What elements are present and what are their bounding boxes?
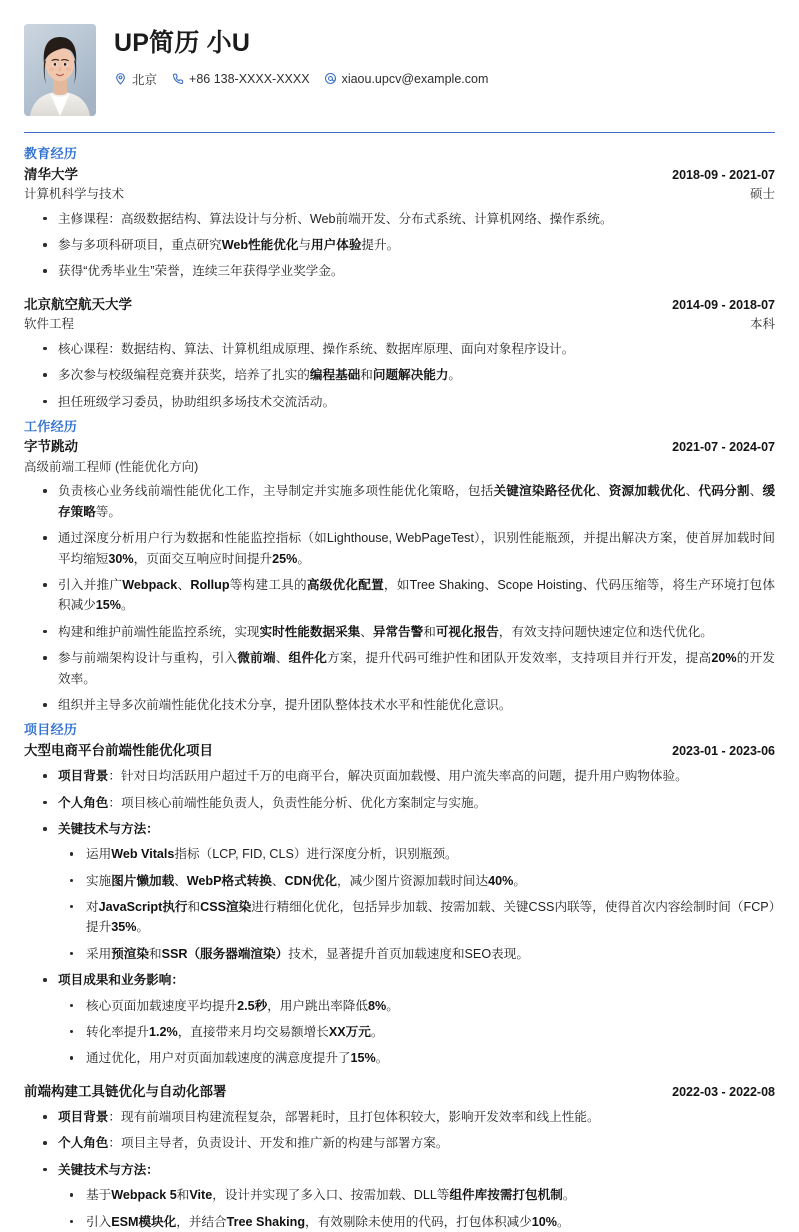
entry-date-range: 2014-09 - 2018-07	[672, 297, 775, 312]
entry-date-range: 2022-03 - 2022-08	[672, 1084, 775, 1099]
section-title-projects: 项目经历	[24, 722, 78, 738]
bullet-item	[24, 339, 775, 359]
contact-email	[324, 72, 489, 86]
entry	[24, 1082, 775, 1232]
bullet-text: 关键技术与方法：	[58, 1162, 159, 1177]
page-title: UP简历 小U	[114, 29, 251, 57]
bullet-list	[24, 209, 775, 282]
entry-subheader-row	[24, 315, 775, 334]
entry-subheader-row	[24, 185, 775, 204]
bullet-text: 核心课程：数据结构、算法、计算机组成原理、操作系统、数据库原理、面向对象程序设计。	[58, 341, 575, 356]
entry-meta: 硕士	[749, 186, 775, 201]
entry-header-row	[24, 295, 775, 315]
entry	[24, 295, 775, 412]
bullet-list	[24, 766, 775, 1069]
bullet-item	[24, 392, 775, 412]
entry-role: 计算机科学与技术	[24, 186, 125, 201]
avatar	[24, 24, 96, 116]
resume-header	[24, 24, 775, 130]
contact-email-label: xiaou.upcv@example.com	[341, 71, 489, 86]
email-at-icon	[324, 72, 337, 85]
bullet-text: 项目成果和业务影响：	[58, 973, 184, 988]
sub-bullet-item	[58, 1022, 775, 1042]
contact-phone	[171, 72, 310, 86]
bullet-text: 构建和维护前端性能监控系统，实现实时性能数据采集、异常告警和可视化报告，有效支持问题快速定位和迭代优化。	[58, 624, 713, 639]
sub-bullet-list	[58, 1185, 775, 1232]
bullet-text: 获得“优秀毕业生”荣誉，连续三年获得学业奖学金。	[58, 264, 344, 279]
contact-location	[114, 70, 157, 88]
entry-organization: 前端构建工具链优化与自动化部署	[24, 1083, 227, 1099]
bullet-text: 参与前端架构设计与重构，引入微前端、组件化方案，提升代码可维护性和团队开发效率，支持项目并行开发，提高20%的开发效率。	[58, 651, 776, 686]
contact-phone-label: +86 138-XXXX-XXXX	[189, 71, 310, 86]
bullet-text: 通过深度分析用户行为数据和性能监控指标（如Lighthouse, WebPageTest），识别性能瓶颈，并提出解决方案，使首屏加载时间平均缩短30%，页面交互响应时间提升25%。	[58, 531, 775, 566]
entry-date-range: 2023-01 - 2023-06	[672, 743, 775, 758]
entry-header-row	[24, 165, 775, 185]
entry-date-range: 2021-07 - 2024-07	[672, 440, 775, 455]
sub-bullet-item	[58, 871, 775, 891]
contact-location-label: 北京	[132, 72, 158, 87]
entry	[24, 437, 775, 715]
phone-icon	[171, 72, 184, 85]
bullet-text: 引入并推广Webpack、Rollup等构建工具的高级优化配置，如Tree Shaking、Scope Hoisting、代码压缩等，将生产环境打包体积减少15%。	[58, 578, 775, 613]
entry-header-row	[24, 1082, 775, 1102]
sub-bullet-text: 采用预渲染和SSR（服务器端渲染）技术，显著提升首页加载速度和SEO表现。	[86, 946, 529, 961]
bullet-text: 项目背景：现有前端项目构建流程复杂，部署耗时，且打包体积较大，影响开发效率和线上性能。	[58, 1110, 600, 1125]
entry	[24, 165, 775, 282]
sub-bullet-text: 运用Web Vitals指标（LCP, FID, CLS）进行深度分析，识别瓶颈。	[86, 847, 458, 862]
resume-sections	[24, 145, 775, 1232]
bullet-item	[24, 528, 775, 569]
sub-bullet-list	[58, 996, 775, 1069]
bullet-text: 关键技术与方法：	[58, 821, 159, 836]
bullet-item	[24, 1107, 775, 1127]
bullet-item	[24, 970, 775, 1069]
bullet-item	[24, 481, 775, 522]
sub-bullet-item	[58, 1212, 775, 1232]
bullet-item	[24, 766, 775, 786]
sub-bullet-text: 基于Webpack 5和Vite，设计并实现了多入口、按需加载、DLL等组件库按需打包机制。	[86, 1188, 576, 1203]
entry-subheader-row	[24, 458, 775, 477]
sub-bullet-item	[58, 844, 775, 864]
section-title-education: 教育经历	[24, 146, 78, 161]
section-education	[24, 145, 775, 412]
sub-bullet-item	[58, 897, 775, 938]
entry-role: 高级前端工程师 (性能优化方向)	[24, 459, 199, 474]
bullet-text: 主修课程：高级数据结构、算法设计与分析、Web前端开发、分布式系统、计算机网络、操作系统。	[58, 211, 613, 226]
bullet-list	[24, 1107, 775, 1232]
bullet-text: 参与多项科研项目，重点研究Web性能优化与用户体验提升。	[58, 237, 400, 252]
contact-list	[114, 70, 488, 88]
bullet-item	[24, 209, 775, 229]
bullet-item	[24, 365, 775, 385]
header-divider	[24, 132, 775, 133]
sub-bullet-text: 通过优化，用户对页面加载速度的满意度提升了15%。	[86, 1051, 389, 1066]
bullet-text: 项目背景：针对日均活跃用户超过千万的电商平台，解决页面加载慢、用户流失率高的问题，提升用户购物体验。	[58, 769, 688, 784]
sub-bullet-text: 对JavaScript执行和CSS渲染进行精细化优化，包括异步加载、按需加载、关键CSS内联等，使得首次内容绘制时间（FCP）提升35%。	[86, 900, 776, 935]
entry-organization: 大型电商平台前端性能优化项目	[24, 742, 213, 758]
sub-bullet-item	[58, 1048, 775, 1068]
sub-bullet-item	[58, 1185, 775, 1205]
bullet-list	[24, 339, 775, 412]
sub-bullet-text: 转化率提升1.2%，直接带来月均交易额增长XX万元。	[86, 1025, 384, 1040]
bullet-text: 负责核心业务线前端性能优化工作，主导制定并实施多项性能优化策略，包括关键渲染路径优化、资源加载优化、代码分割、缓存策略等。	[58, 484, 776, 519]
entry-organization: 清华大学	[24, 166, 78, 182]
bullet-text: 个人角色：项目主导者，负责设计、开发和推广新的构建与部署方案。	[58, 1136, 449, 1151]
bullet-item	[24, 648, 775, 689]
section-title-work: 工作经历	[24, 418, 78, 434]
entry-date-range: 2018-09 - 2021-07	[672, 167, 775, 182]
bullet-item	[24, 261, 775, 281]
sub-bullet-text: 引入ESM模块化，并结合Tree Shaking，有效剔除未使用的代码，打包体积减少10%。	[86, 1214, 570, 1229]
identity-block	[114, 24, 488, 88]
bullet-text: 个人角色：项目核心前端性能负责人，负责性能分析、优化方案制定与实施。	[58, 795, 487, 810]
entry-meta: 本科	[749, 316, 775, 331]
entry	[24, 741, 775, 1069]
bullet-item	[24, 622, 775, 642]
location-pin-icon	[114, 72, 127, 85]
bullet-item	[24, 819, 775, 964]
section-work	[24, 418, 775, 715]
bullet-item	[24, 575, 775, 616]
bullet-text: 组织并主导多次前端性能优化技术分享，提升团队整体技术水平和性能优化意识。	[58, 697, 512, 712]
bullet-item	[24, 695, 775, 715]
entry-organization: 北京航空航天大学	[24, 296, 132, 312]
sub-bullet-list	[58, 844, 775, 964]
entry-header-row	[24, 741, 775, 761]
entry-header-row	[24, 437, 775, 457]
sub-bullet-item	[58, 944, 775, 964]
bullet-item	[24, 1160, 775, 1232]
sub-bullet-text: 核心页面加载速度平均提升2.5秒，用户跳出率降低8%。	[86, 998, 399, 1013]
bullet-text: 担任班级学习委员，协助组织多场技术交流活动。	[58, 394, 336, 409]
bullet-item	[24, 1133, 775, 1153]
entry-organization: 字节跳动	[24, 439, 78, 455]
section-projects	[24, 721, 775, 1232]
sub-bullet-item	[58, 996, 775, 1016]
entry-role: 软件工程	[24, 316, 75, 331]
bullet-item	[24, 235, 775, 255]
bullet-list	[24, 481, 775, 715]
sub-bullet-text: 实施图片懒加载、WebP格式转换、CDN优化，减少图片资源加载时间达40%。	[86, 873, 526, 888]
bullet-item	[24, 793, 775, 813]
bullet-text: 多次参与校级编程竞赛并获奖，培养了扎实的编程基础和问题解决能力。	[58, 368, 461, 383]
